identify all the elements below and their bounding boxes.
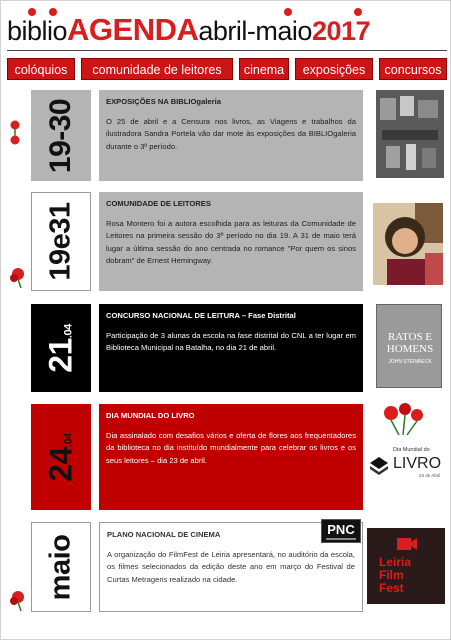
event-title-4: DIA MUNDIAL DO LIVRO [106,411,195,420]
agenda-header [7,11,447,49]
event-date-1 [31,90,91,181]
book-cover-author: JOHN STEINBECK [388,359,432,365]
event-panel-1 [99,90,363,181]
header-divider [7,50,447,51]
roses-icon [379,401,429,440]
event-body-3: Participação de 3 alunas da escola na fase distrital do CNL a ter lugar em Biblioteca Municipal na Batalha, no dia 21 de abril. [106,331,356,353]
livro-logo-small: Dia Mundial do [393,447,430,453]
event-title-3: CONCURSO NACIONAL DE LEITURA – Fase Distrital [106,311,296,320]
event-title-1: EXPOSIÇÕES NA BIBLIOgaleria [106,97,221,106]
event-date-4-main: 24 [42,446,79,482]
filmfest-line2: Film [379,568,404,582]
event-date-3-sub: .04 [62,323,75,338]
header-year: 2017 [311,16,371,46]
film-camera-icon [395,534,417,554]
filmfest-logo [367,528,445,604]
tab-cinema[interactable]: cinema [239,58,289,80]
tab-coloquios[interactable]: colóquios [7,58,75,80]
flower-icon-2 [7,266,29,293]
tab-exposicoes[interactable]: exposições [295,58,373,80]
event-panel-2 [99,192,363,291]
event-body-5: A organização do FilmFest de Leiria apresentará, no auditório da escola, os filmes selecionados da edição deste ano em março do Festival de Curtas Metragens realizado na cidade. [107,550,355,584]
header-dot-2 [49,8,57,16]
dia-mundial-livro-logo [369,445,447,481]
event-date-1-main: 19-30 [44,98,78,173]
event-body-4: Dia assinalado com desafios vários e oferta de flores aos frequentadores da biblioteca no dia instituído mundialmente para celebrar os livros e os seus leitores – dia 23 de abril. [106,431,356,465]
livro-logo-big: LIVRO [393,455,442,472]
event-title-5: PLANO NACIONAL DE CINEMA [107,530,221,539]
header-dot-4 [354,8,362,16]
event-panel-4 [99,404,363,510]
filmfest-line1: Leiria [379,555,412,569]
book-cover-title: RATOS E HOMENS [386,331,434,355]
author-photo [373,203,443,285]
event-date-2-main: 19e31 [44,202,77,281]
event-date-5-main: maio [44,534,77,600]
flower-icon-3 [7,589,29,616]
book-stack-icon [369,455,389,475]
event-date-4-sub: .04 [62,432,75,447]
livro-logo-date: 23 de Abril [419,473,441,478]
event-panel-3 [99,304,363,392]
header-agenda: AGENDA [67,12,199,47]
event-body-1: O 25 de abril e a Censura nos livros, as Viagens e trabalhos da ilustradora Sandra Portela vão dar mote às exposições da BIBLIOgaleria durante o 3º período. [106,117,356,151]
pnc-logo [321,519,361,543]
event-date-3-main: 21 [42,337,79,373]
event-date-2 [31,192,91,291]
filmfest-line3: Fest [379,581,404,595]
header-biblio: biblio [7,16,68,46]
pnc-logo-text: PNC [327,522,355,537]
event-date-3 [31,304,91,392]
event-title-2: COMUNIDADE DE LEITORES [106,199,211,208]
header-dot-1 [28,8,36,16]
event-body-2: Rosa Montero foi a autora escolhida para as leituras da Comunidade de Leitores na primeira sessão do 3º período no dia 19. A 31 de maio terá lugar a última sessão do ano centrada no romance "Por quem os sinos dobram" de Ernest Hemingway. [106,219,356,265]
tab-comunidade-de-leitores[interactable]: comunidade de leitores [81,58,233,80]
header-months: abril-maio [198,16,312,46]
flower-icon-1 [7,119,23,152]
event-date-4 [31,404,91,510]
event-date-5 [31,522,91,612]
category-tabs [7,58,447,80]
header-dot-3 [284,8,292,16]
tab-concursos[interactable]: concursos [379,58,447,80]
exhibition-photo [376,90,444,178]
book-cover-image [376,304,442,388]
